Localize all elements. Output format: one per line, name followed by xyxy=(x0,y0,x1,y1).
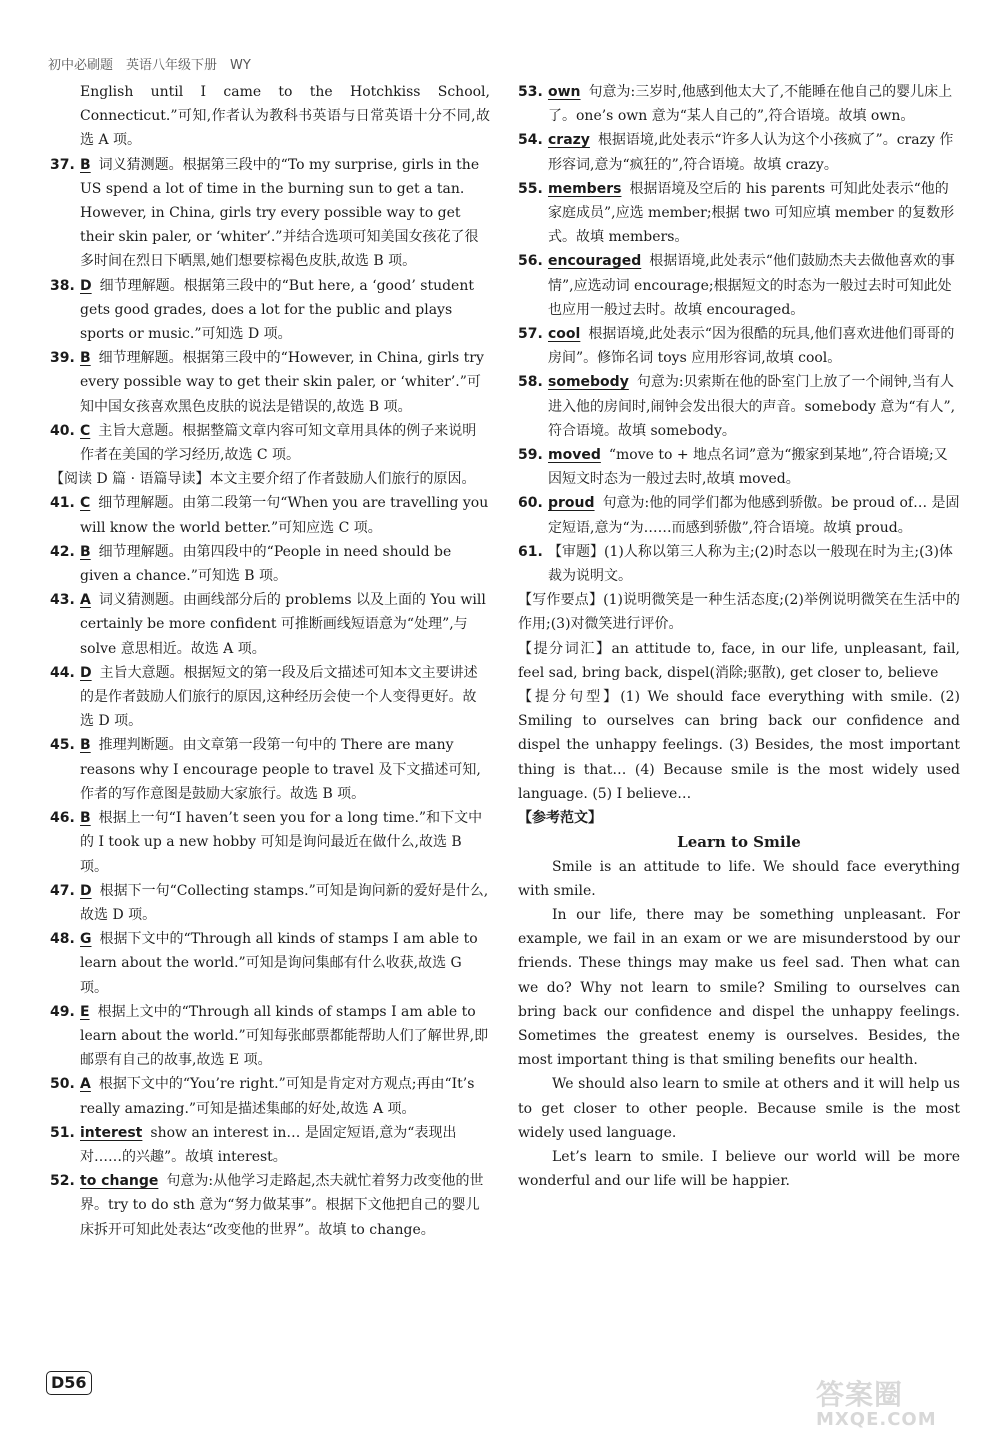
explanation: 根据上文中的“Through all kinds of stamps I am able to learn about the world.”可知每张邮票都能帮助人们了解世界,即邮票有自己的故事,故选 E 项。 xyxy=(80,1003,489,1069)
explanation: 句意为:他的同学们都为他感到骄傲。be proud of… 是固定短语,意为“为……而感到骄傲”,符合语境。故填 proud。 xyxy=(548,495,960,536)
essay-paragraph: Smile is an attitude to life. We should face everything with smile. xyxy=(518,858,960,899)
answer-item-41 xyxy=(50,491,490,539)
explanation: 句意为:从他学习走路起,杰夫就忙着努力改变他的世界。try to do sth 意为“努力做某事”。根据下文他把自己的婴儿床拆开可知此处表达“改变他的世界”。故填 to change。 xyxy=(80,1173,484,1238)
answer-item-51 xyxy=(50,1121,490,1169)
item-number: 61. xyxy=(518,543,543,560)
answer-key: somebody xyxy=(548,374,629,391)
key-vocabulary: 【提分词汇】an attitude to, face, in our life, unpleasant, fail, feel sad, bring back, dispel(消除;驱散), get closer to, believe xyxy=(518,640,960,681)
answer-key: C xyxy=(80,422,91,439)
explanation: 词义猜测题。根据第三段中的“To my surprise, girls in the US spend a lot of time in the burning sun to get a tan. However, in China, girls try every possible way to get their skin paler, or ‘whiter’.”并结合选项可知美国女孩花了很多时间在烈日下晒黑,她们想要棕褐色皮肤,故选 B 项。 xyxy=(80,156,480,270)
explanation: “move to + 地点名词”意为“搬家到某地”,符合语境;又因短文时态为一般过去时,故填 moved。 xyxy=(548,447,948,488)
answer-key: to change xyxy=(80,1173,159,1190)
answer-key: B xyxy=(80,543,91,560)
explanation: 细节理解题。根据第三段中的“But here, a ‘good’ student gets good grades, does a lot for the public and plays sports or music.”可知选 D 项。 xyxy=(80,277,474,343)
item-number: 38. xyxy=(50,277,75,294)
explanation: 主旨大意题。根据短文的第一段及后文描述可知本文主要讲述的是作者鼓励人们旅行的原因,这种经历会使一个人变得更好。故选 D 项。 xyxy=(80,664,478,730)
item-number: 44. xyxy=(50,664,75,681)
explanation: 句意为:三岁时,他感到他太大了,不能睡在他自己的婴儿床上了。one’s own 意为“某人自己的”,符合语境。故填 own。 xyxy=(548,84,953,125)
essay-paragraph: We should also learn to smile at others and it will help us to get closer to other people. Because smile is the most widely used language. xyxy=(518,1076,960,1141)
answer-key: moved xyxy=(548,447,601,464)
answer-item-60 xyxy=(518,491,960,539)
answer-item-58 xyxy=(518,370,960,443)
explanation: 根据下文中的“You’re right.”可知是肯定对方观点;再由“It’s really amazing.”可知是描述集邮的好处,故选 A 项。 xyxy=(80,1076,475,1117)
explanation: 根据语境,此处表示“因为很酷的玩具,他们喜欢进他们哥哥的房间”。修饰名词 toys 应用形容词,故填 cool。 xyxy=(548,326,955,367)
answer-item-55 xyxy=(518,177,960,250)
essay-paragraph: Let’s learn to smile. I believe our world will be more wonderful and our life will be happier. xyxy=(518,1148,960,1190)
answer-key: A xyxy=(80,1076,91,1093)
answer-item-59 xyxy=(518,443,960,491)
item-number: 57. xyxy=(518,326,543,343)
explanation: 根据语境,此处表示“他们鼓励杰夫去做他喜欢的事情”,应选动词 encourage;根据短文的时态为一般过去时可知此处也应用一般过去时。故填 encouraged。 xyxy=(548,253,955,318)
item-number: 41. xyxy=(50,495,75,512)
answer-key: B xyxy=(80,810,91,827)
item-number: 52. xyxy=(50,1173,75,1190)
explanation: 句意为:贝索斯在他的卧室门上放了一个闹钟,当有人进入他的房间时,闹钟会发出很大的声音。somebody 意为“有人”,符合语境。故填 somebody。 xyxy=(548,374,956,439)
answer-key: crazy xyxy=(548,132,590,149)
answer-item-52 xyxy=(50,1169,490,1242)
item-number: 37. xyxy=(50,156,75,173)
answer-item-57 xyxy=(518,322,960,370)
answer-key: B xyxy=(80,737,91,754)
answer-item-38 xyxy=(50,274,490,347)
page-number: D56 xyxy=(46,1371,92,1395)
answer-item-50 xyxy=(50,1072,490,1120)
answer-key: encouraged xyxy=(548,253,642,270)
answer-key: B xyxy=(80,156,91,173)
answer-key: own xyxy=(548,84,581,100)
answer-key: A xyxy=(80,592,91,609)
answer-item-45 xyxy=(50,733,490,806)
continued-text: English until I came to the Hotchkiss School, Connecticut.”可知,作者认为教科书英语与日常英语十分不同,故选 A 项。 xyxy=(80,84,490,149)
explanation: 细节理解题。由第二段第一句“When you are travelling you will know the world better.”可知应选 C 项。 xyxy=(80,495,489,536)
essay-title: Learn to Smile xyxy=(677,833,801,852)
answer-item-61 xyxy=(518,540,960,588)
explanation: show an interest in… 是固定短语,意为“表现出对……的兴趣”。故填 interest。 xyxy=(80,1124,457,1165)
item-number: 59. xyxy=(518,447,543,464)
answer-item-47 xyxy=(50,879,490,927)
explanation: 根据语境,此处表示“许多人认为这个小孩疯了”。crazy 作形容词,意为“疯狂的”,符合语境。故填 crazy。 xyxy=(548,132,954,173)
explanation: 根据下一句“Collecting stamps.”可知是询问新的爱好是什么,故选 D 项。 xyxy=(80,882,489,923)
item-number: 48. xyxy=(50,931,75,948)
item-number: 56. xyxy=(518,253,543,270)
answer-key: C xyxy=(80,495,91,512)
item-number: 60. xyxy=(518,495,543,512)
item-number: 39. xyxy=(50,350,75,367)
explanation: 推理判断题。由文章第一段第一句中的 There are many reasons why I encourage people to travel 及下文描述可知,作者的写作意图是鼓励大家旅行。故选 B 项。 xyxy=(80,737,481,802)
site-watermark xyxy=(816,1380,937,1430)
sample-essay-label: 【参考范文】 xyxy=(518,810,602,827)
answer-key: E xyxy=(80,1003,90,1020)
explanation: 根据上一句“I haven’t seen you for a long time.”和下文中的 I took up a new hobby 可知是询问最近在做什么,故选 B 项。 xyxy=(80,810,483,875)
answer-key: D xyxy=(80,664,92,681)
item-number: 43. xyxy=(50,592,75,609)
item-number: 46. xyxy=(50,810,75,827)
item-number: 45. xyxy=(50,737,75,754)
explanation: 主旨大意题。根据整篇文章内容可知文章用具体的例子来说明作者在美国的学习经历,故选 C 项。 xyxy=(80,422,477,464)
answer-item-56 xyxy=(518,249,960,322)
answer-key: D xyxy=(80,882,92,899)
page-header: 初中必刷题 英语八年级下册 WY xyxy=(48,58,251,73)
item-number: 51. xyxy=(50,1124,75,1141)
answer-key: D xyxy=(80,277,92,294)
answer-item-39 xyxy=(50,346,490,419)
answer-item-49 xyxy=(50,1000,490,1073)
answer-item-42 xyxy=(50,540,490,588)
explanation: 细节理解题。根据第三段中的“However, in China, girls try every possible way to get their skin paler, or ‘whiter’.”可知中国女孩喜欢黑色皮肤的说法是错误的,故选 B 项。 xyxy=(80,350,484,415)
left-column xyxy=(50,80,490,1242)
explanation: 根据语境及空后的 his parents 可知此处表示“他的家庭成员”,应选 member;根据 two 可知应填 member 的复数形式。故填 members。 xyxy=(548,180,955,246)
item-number: 49. xyxy=(50,1003,75,1020)
answer-item-37 xyxy=(50,153,490,274)
answer-item-54 xyxy=(518,128,960,176)
answer-key: G xyxy=(80,931,92,948)
answer-item-44 xyxy=(50,661,490,734)
watermark-url: MXQE.COM xyxy=(816,1409,937,1430)
explanation: 根据下文中的“Through all kinds of stamps I am able to learn about the world.”可知是询问集邮有什么收获,故选 G 项。 xyxy=(80,931,478,996)
item-number: 50. xyxy=(50,1076,75,1093)
writing-points: 【写作要点】(1)说明微笑是一种生活态度;(2)举例说明微笑在生活中的作用;(3)对微笑进行评价。 xyxy=(518,592,960,633)
reading-d-guide: 【阅读 D 篇 · 语篇导读】本文主要介绍了作者鼓励人们旅行的原因。 xyxy=(50,471,476,488)
item-number: 40. xyxy=(50,422,75,439)
answer-item-43 xyxy=(50,588,490,661)
answer-item-48 xyxy=(50,927,490,1000)
essay-paragraph: In our life, there may be something unpleasant. For example, we fail in an exam or we are misunderstood by our friends. These things may make us feel sad. Then what can we do? Why not learn to smile? Smiling to ourselves can bring back our confidence and dispel the unhappy feelings. Sometimes the greatest enemy is ourselves. Besides, the most important thing is that smiling benefits our health. xyxy=(518,906,960,1069)
answer-key: proud xyxy=(548,495,595,512)
answer-key: interest xyxy=(80,1124,143,1141)
item-number: 54. xyxy=(518,132,543,149)
answer-item-46 xyxy=(50,806,490,879)
answer-key: B xyxy=(80,350,91,367)
key-sentences: 【提分句型】(1) We should face everything with smile. (2) Smiling to ourselves can bring back our confidence and dispel the unhappy feelings. (3) Besides, the most important thing is that… (4) Because smile is the most widely used language. (5) I believe… xyxy=(518,689,960,802)
item-number: 53. xyxy=(518,84,543,100)
watermark-logo-text: 答案圈 xyxy=(816,1378,904,1411)
explanation: 细节理解题。由第四段中的“People in need should be given a chance.”可知选 B 项。 xyxy=(80,543,452,585)
right-column xyxy=(518,80,960,1193)
answer-item-40 xyxy=(50,419,490,467)
answer-key: members xyxy=(548,180,622,197)
item-number: 58. xyxy=(518,374,543,391)
task-analysis: 【审题】(1)人称以第三人称为主;(2)时态以一般现在时为主;(3)体裁为说明文。 xyxy=(548,543,953,585)
answer-item-53 xyxy=(518,80,960,128)
item-number: 47. xyxy=(50,882,75,899)
explanation: 词义猜测题。由画线部分后的 problems 以及上面的 You will certainly be more confident 可推断画线短语意为“处理”,与 solve 意思相近。故选 A 项。 xyxy=(80,592,486,657)
item-number: 42. xyxy=(50,543,75,560)
item-number: 55. xyxy=(518,180,543,197)
answer-key: cool xyxy=(548,326,581,343)
